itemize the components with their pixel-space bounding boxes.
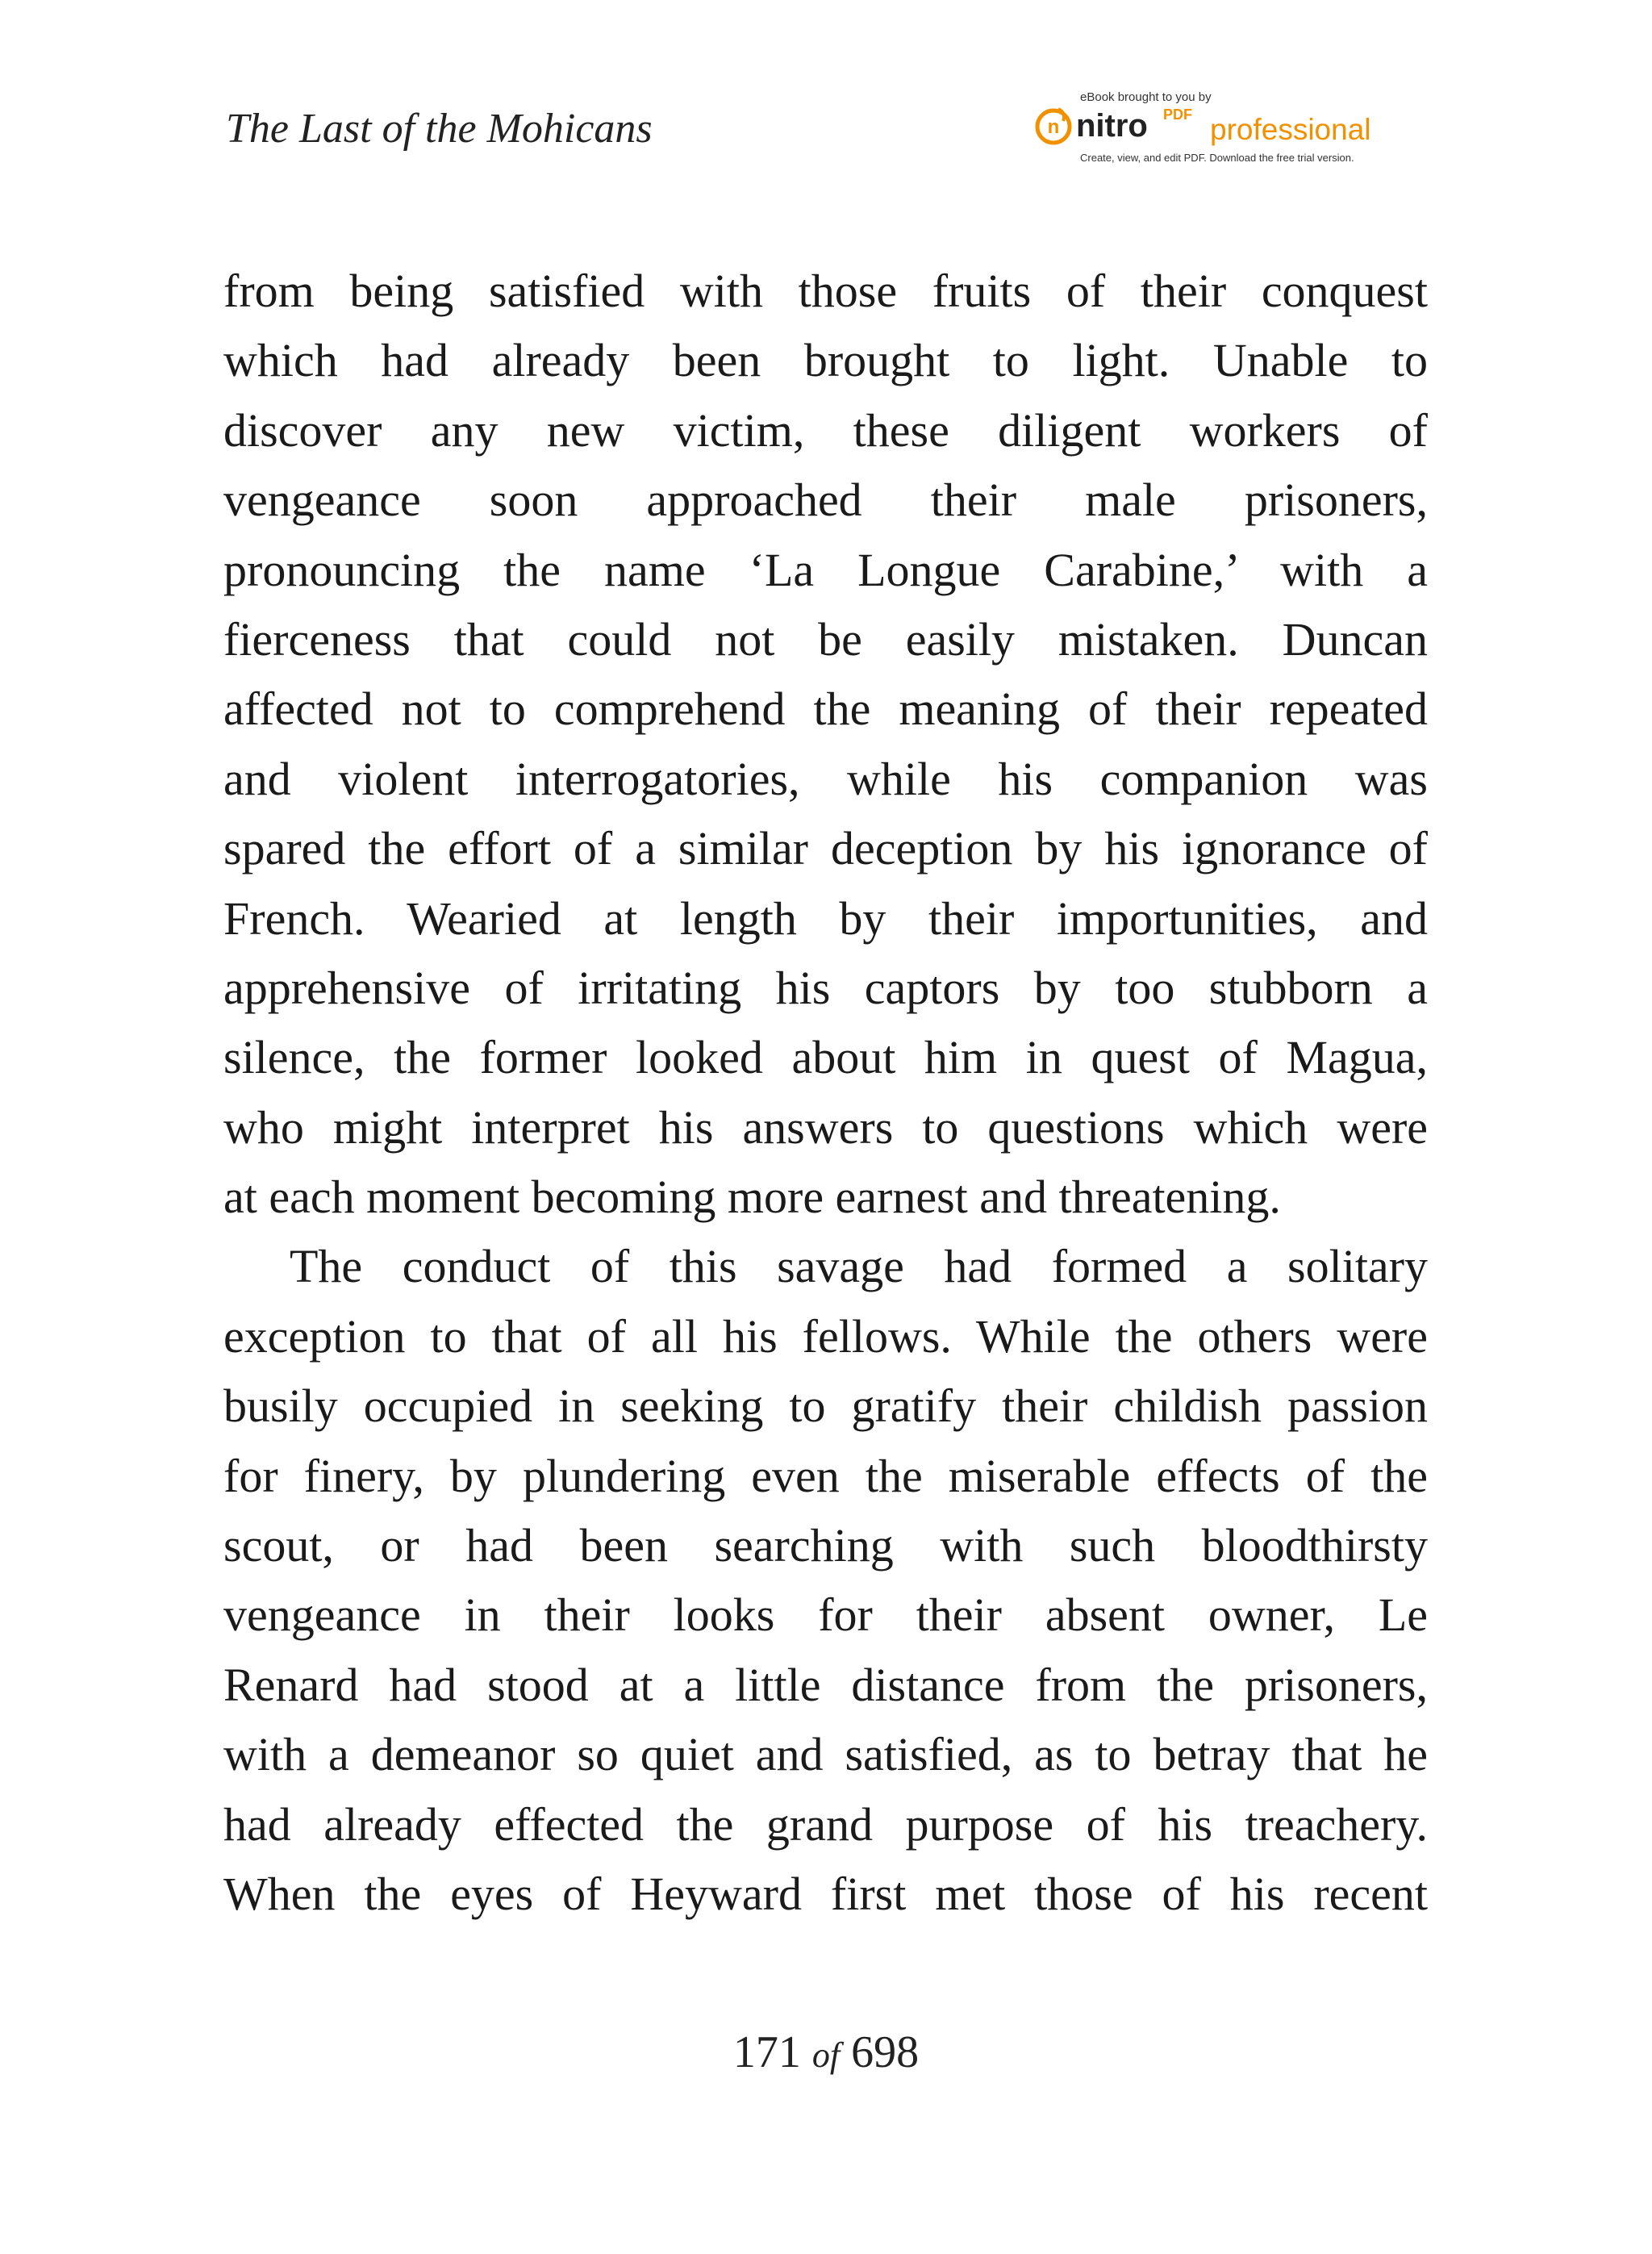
text-line: spared the effort of a similar deception by his ignorance of [223, 822, 1428, 875]
text-line: vengeance in their looks for their absent owner, Le [223, 1588, 1428, 1642]
text-line: for finery, by plundering even the miserable effects of the [223, 1449, 1428, 1502]
banner-tagline: eBook brought to you by [1080, 90, 1212, 104]
page-of-label: of [811, 2035, 841, 2075]
text-line: with a demeanor so quiet and satisfied, as to betray that he [223, 1728, 1428, 1781]
text-line: from being satisfied with those fruits of their conquest [223, 265, 1428, 317]
banner-product: professional [1210, 113, 1371, 146]
text-line: who might interpret his answers to questions which were [223, 1100, 1428, 1154]
text-line: which had already been brought to light. Unable to [223, 334, 1428, 387]
text-line: The conduct of this savage had formed a solitary [290, 1240, 1428, 1293]
book-title: The Last of the Mohicans [226, 106, 653, 152]
text-line: exception to that of all his fellows. While the others were [223, 1309, 1428, 1363]
page-number [0, 2027, 1652, 2078]
svg-text:n: n [1047, 116, 1060, 138]
text-line: affected not to comprehend the meaning of their repeated [223, 682, 1428, 736]
current-page: 171 [732, 2027, 801, 2077]
total-pages: 698 [851, 2027, 920, 2077]
nitro-logo-icon [1034, 106, 1073, 145]
text-line: fierceness that could not be easily mistaken. Duncan [223, 612, 1428, 666]
text-line: at each moment becoming more earnest and threatening. [223, 1171, 1281, 1224]
banner-subline: Create, view, and edit PDF. Download the free trial version. [1080, 152, 1354, 164]
text-line: French. Wearied at length by their importunities, and [223, 891, 1428, 945]
text-line: had already effected the grand purpose of his treachery. [223, 1797, 1428, 1851]
text-line: vengeance soon approached their male prisoners, [223, 474, 1428, 527]
banner-brand-sup: PDF [1163, 106, 1192, 123]
text-line: pronouncing the name ‘La Longue Carabine,’ with a [223, 543, 1428, 596]
text-line: apprehensive of irritating his captors by too stubborn a [223, 961, 1428, 1014]
banner-brand: nitro [1076, 108, 1148, 144]
text-line: When the eyes of Heyward first met those of his recent [223, 1867, 1428, 1920]
text-line: scout, or had been searching with such bloodthirsty [223, 1519, 1428, 1572]
text-line: silence, the former looked about him in quest of Magua, [223, 1031, 1428, 1084]
page-body [223, 257, 1428, 1929]
text-line: and violent interrogatories, while his companion was [223, 752, 1428, 805]
text-line: discover any new victim, these diligent workers of [223, 403, 1428, 457]
text-line: busily occupied in seeking to gratify their childish passion [223, 1380, 1428, 1433]
nitro-pdf-banner[interactable] [1034, 90, 1413, 171]
text-line: Renard had stood at a little distance from the prisoners, [223, 1658, 1428, 1711]
